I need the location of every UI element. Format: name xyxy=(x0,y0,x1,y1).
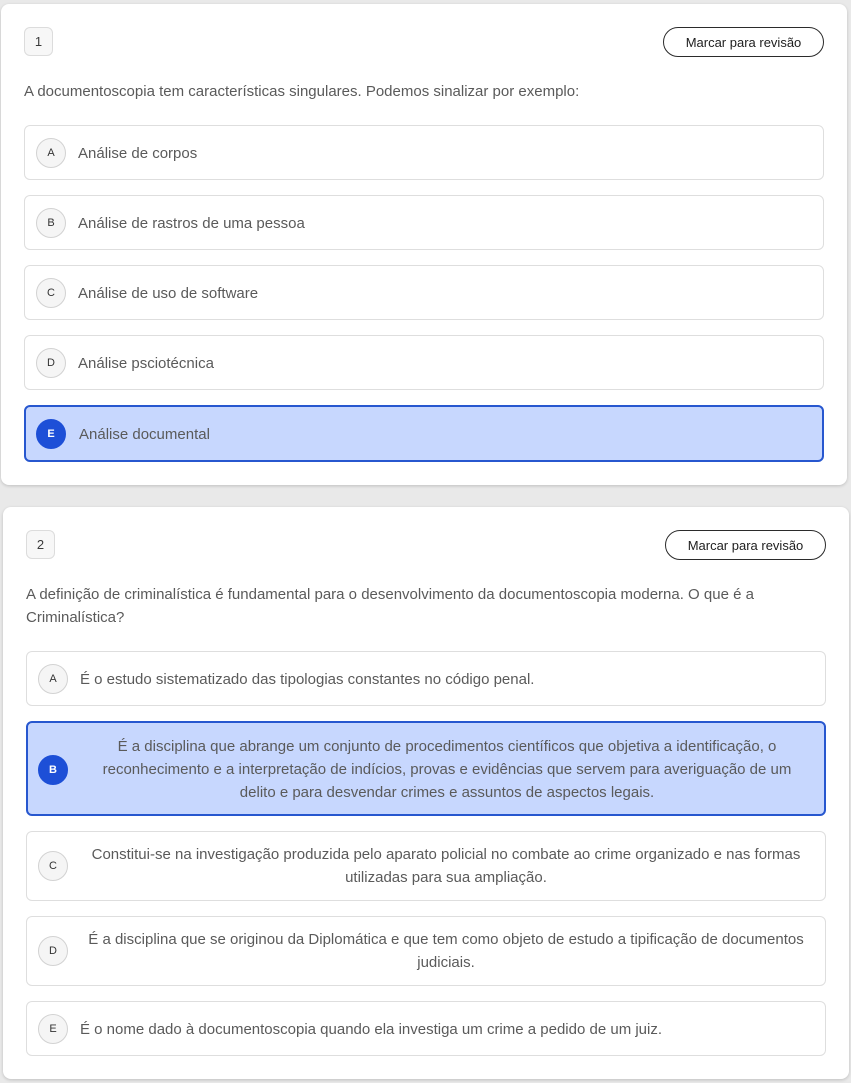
option-a[interactable] xyxy=(26,651,826,706)
question-number: 2 xyxy=(26,530,55,559)
option-c[interactable] xyxy=(26,831,826,901)
question-text: A documentoscopia tem características singulares. Podemos sinalizar por exemplo: xyxy=(24,83,580,100)
option-letter-badge: D xyxy=(36,348,66,378)
option-letter-badge: E xyxy=(36,419,66,449)
option-letter-badge: A xyxy=(36,138,66,168)
option-e[interactable] xyxy=(26,1001,826,1056)
option-letter-badge: C xyxy=(36,278,66,308)
option-text: Análise psciotécnica xyxy=(78,355,214,372)
option-letter-badge: C xyxy=(38,851,68,881)
option-d[interactable] xyxy=(26,916,826,986)
question-card-2 xyxy=(3,507,849,1079)
option-text: Análise de uso de software xyxy=(78,285,259,302)
option-c[interactable] xyxy=(24,265,824,320)
option-letter-badge: E xyxy=(38,1014,68,1044)
option-text: Análise de corpos xyxy=(78,145,198,162)
option-text: É o estudo sistematizado das tipologias constantes no código penal. xyxy=(80,671,535,688)
option-text: Análise documental xyxy=(79,426,210,443)
question-number: 1 xyxy=(24,27,53,56)
option-b-selected[interactable] xyxy=(26,721,826,816)
option-letter-badge: B xyxy=(36,208,66,238)
option-letter-badge: D xyxy=(38,936,68,966)
mark-for-review-button[interactable]: Marcar para revisão xyxy=(663,27,824,57)
question-card-1 xyxy=(1,4,847,485)
mark-for-review-button[interactable]: Marcar para revisão xyxy=(665,530,826,560)
option-letter-badge: B xyxy=(38,755,68,785)
option-e-selected[interactable] xyxy=(24,405,824,462)
option-text: É a disciplina que se originou da Diplomática e que tem como objeto de estudo a tipificação de documentos judiciais. xyxy=(88,931,804,971)
option-text: É o nome dado à documentoscopia quando ela investiga um crime a pedido de um juiz. xyxy=(80,1021,663,1038)
option-b[interactable] xyxy=(24,195,824,250)
option-text: É a disciplina que abrange um conjunto de procedimentos científicos que objetiva a identificação, o reconhecimento e a interpretação de indícios, provas e evidências que servem para averiguação de um delito e para desvendar crimes e assuntos de aspectos legais. xyxy=(102,738,792,801)
option-text: Análise de rastros de uma pessoa xyxy=(78,215,305,232)
option-text: Constitui-se na investigação produzida pelo aparato policial no combate ao crime organizado e nas formas utilizadas para sua ampliação. xyxy=(91,846,801,886)
option-d[interactable] xyxy=(24,335,824,390)
question-text: A definição de criminalística é fundamental para o desenvolvimento da documentoscopia moderna. O que é a Criminalística? xyxy=(26,586,754,626)
option-a[interactable] xyxy=(24,125,824,180)
option-letter-badge: A xyxy=(38,664,68,694)
